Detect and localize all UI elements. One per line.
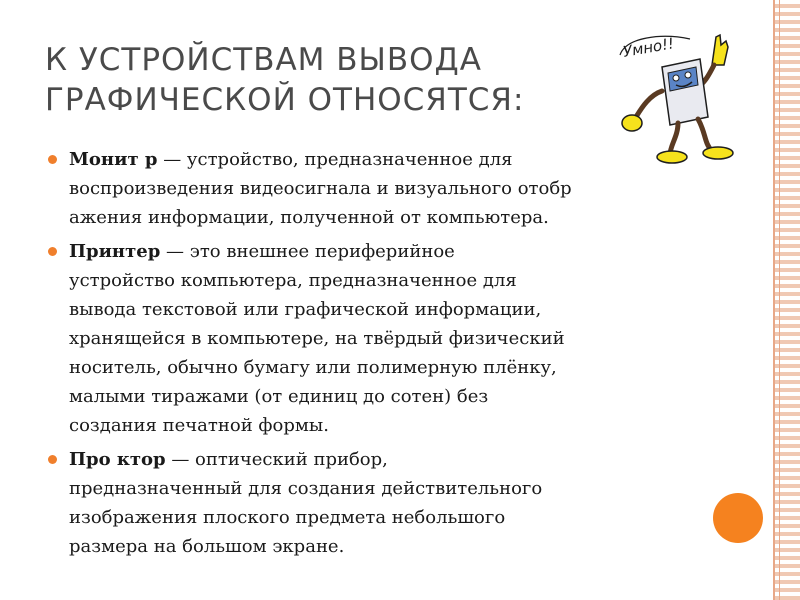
projector-line-2: предназначенный для создания действительного [69,478,543,499]
bullet-icon [48,455,57,464]
orange-circle-icon [713,493,763,543]
bullet-icon [48,155,57,164]
monitor-line-1: — устройство, предназначенное для [157,149,513,170]
printer-line-6: малыми тиражами (от единиц до сотен) без [69,386,489,407]
printer-line-4: хранящейся в компьютере, на твёрдый физический [69,328,565,349]
projector-line-3: изображения плоского предмета небольшого [69,507,506,528]
printer-line-1: — это внешнее периферийное [160,241,455,262]
cartoon-caption: Умно!! [621,34,676,61]
list-item-monitor [45,145,685,232]
slide-title [45,40,605,120]
cartoon-computer-icon [612,25,742,165]
term-projector: Про ктор [69,449,166,470]
bullet-list [45,145,685,566]
monitor-line-3: ажения информации, полученной от компьютера. [69,207,549,228]
printer-line-7: создания печатной формы. [69,415,329,436]
bullet-icon [48,247,57,256]
projector-line-4: размера на большом экране. [69,536,345,557]
projector-line-1: — оптический прибор, [165,449,388,470]
decorative-border [773,0,800,600]
term-monitor: Монит р [69,149,158,170]
list-item-projector [45,445,685,561]
title-line-2: ГРАФИЧЕСКОЙ ОТНОСЯТСЯ: [45,82,525,118]
monitor-line-2: воспроизведения видеосигнала и визуального отобр [69,178,572,199]
title-line-1: К УСТРОЙСТВАМ ВЫВОДА [45,42,482,78]
printer-line-2: устройство компьютера, предназначенное для [69,270,517,291]
term-printer: Принтер [69,241,161,262]
list-item-printer [45,237,685,440]
printer-line-3: вывода текстовой или графической информации, [69,299,542,320]
printer-line-5: носитель, обычно бумагу или полимерную плёнку, [69,357,557,378]
